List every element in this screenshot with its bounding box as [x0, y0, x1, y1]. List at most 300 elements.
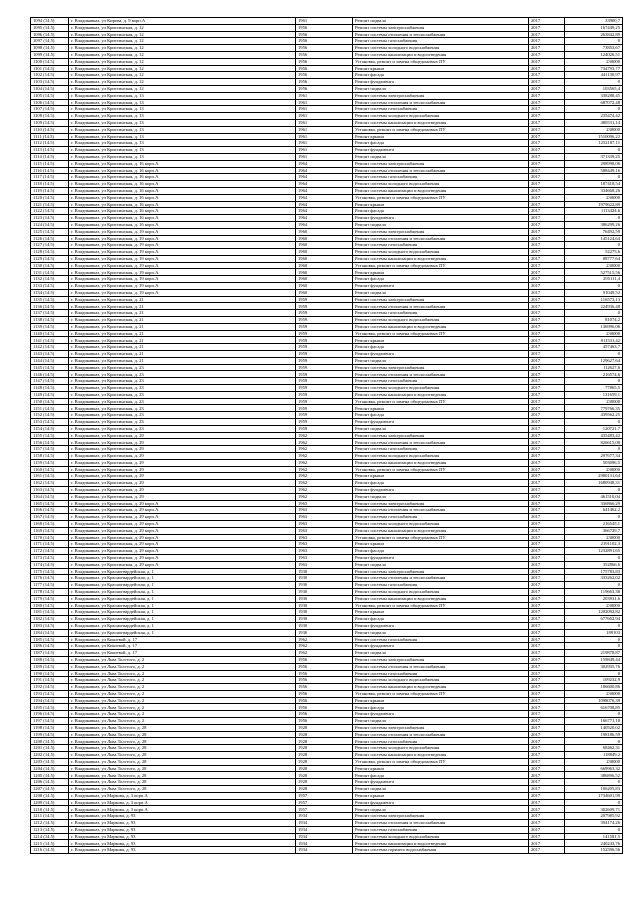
cell-build-year: 1964	[296, 221, 353, 228]
cell-plan-year: 2017	[529, 31, 565, 38]
cell-plan-year: 2017	[529, 174, 565, 181]
cell-work-type: Ремонт системы электроснабжения	[353, 364, 529, 371]
cell-cost: 386896,52	[565, 772, 623, 779]
cell-cost: 0	[565, 106, 623, 113]
cell-work-type: Ремонт системы холодного водоснабжения	[353, 113, 529, 120]
cell-row-number: 1119 (14.5)	[31, 187, 69, 194]
cell-row-number: 1188 (14.5)	[31, 656, 69, 663]
cell-work-type: Ремонт системы холодного водоснабжения	[353, 677, 529, 684]
cell-address: г. Владикавказ, ул Красногвардейская, д. 1	[69, 595, 296, 602]
cell-work-type: Ремонт системы электроснабжения	[353, 568, 529, 575]
cell-build-year: 1930	[296, 622, 353, 629]
cell-work-type: Ремонт системы электроснабжения	[353, 432, 529, 439]
table-row	[31, 262, 623, 269]
cell-address: г. Владикавказ, ул Кристинская, д. 16 корп.А	[69, 194, 296, 201]
cell-build-year: 1956	[296, 697, 353, 704]
cell-work-type: Ремонт системы электроснабжения	[353, 656, 529, 663]
cell-row-number: 1114 (14.5)	[31, 153, 69, 160]
document-page	[30, 17, 622, 854]
cell-build-year: 1961	[296, 147, 353, 154]
cell-cost: 0	[565, 419, 623, 426]
cell-build-year: 1956	[296, 45, 353, 52]
table-row	[31, 493, 623, 500]
cell-row-number: 1116 (14.5)	[31, 167, 69, 174]
cell-cost: 457463,7	[565, 344, 623, 351]
cell-cost: 76492,59	[565, 228, 623, 235]
table-row	[31, 554, 623, 561]
cell-build-year: 1934	[296, 826, 353, 833]
cell-address: г. Владикавказ, ул Кристинская, д. 13	[69, 147, 296, 154]
cell-cost: 124026,51	[565, 51, 623, 58]
table-body	[31, 18, 623, 854]
cell-work-type: Установка, ремонт и замена общедомовых ПУ	[353, 466, 529, 473]
cell-row-number: 1171 (14.5)	[31, 541, 69, 548]
cell-row-number: 1167 (14.5)	[31, 514, 69, 521]
cell-cost: 216545,1	[565, 520, 623, 527]
cell-work-type: Ремонт крыши	[353, 765, 529, 772]
cell-plan-year: 2017	[529, 820, 565, 827]
table-row	[31, 160, 623, 167]
cell-row-number: 1150 (14.5)	[31, 398, 69, 405]
cell-row-number: 1095 (14.5)	[31, 24, 69, 31]
cell-row-number: 1117 (14.5)	[31, 174, 69, 181]
cell-plan-year: 2017	[529, 738, 565, 745]
cell-cost: 230000	[565, 194, 623, 201]
cell-plan-year: 2017	[529, 344, 565, 351]
cell-cost: 480531,14	[565, 119, 623, 126]
cell-plan-year: 2017	[529, 622, 565, 629]
cell-plan-year: 2017	[529, 235, 565, 242]
cell-cost: 0	[565, 799, 623, 806]
cell-work-type: Установка, ремонт и замена общедомовых ПУ	[353, 690, 529, 697]
cell-build-year: 1963	[296, 534, 353, 541]
cell-cost: 295111,4	[565, 276, 623, 283]
cell-plan-year: 2017	[529, 391, 565, 398]
cell-work-type: Ремонт крыши	[353, 609, 529, 616]
cell-work-type: Ремонт фасада	[353, 548, 529, 555]
table-row	[31, 106, 623, 113]
cell-address: г. Владикавказ, ул Льва Толстого, д. 28	[69, 738, 296, 745]
cell-row-number: 1108 (14.5)	[31, 113, 69, 120]
cell-build-year: 1963	[296, 541, 353, 548]
cell-plan-year: 2017	[529, 636, 565, 643]
table-row	[31, 534, 623, 541]
cell-cost: 1232891,65	[565, 548, 623, 555]
cell-work-type: Ремонт системы отопления и теплоснабжения	[353, 99, 529, 106]
cell-plan-year: 2017	[529, 752, 565, 759]
cell-row-number: 1113 (14.5)	[31, 147, 69, 154]
table-row	[31, 65, 623, 72]
cell-cost: 1734601,99	[565, 792, 623, 799]
table-row	[31, 79, 623, 86]
cell-build-year: 1930	[296, 595, 353, 602]
cell-row-number: 1109 (14.5)	[31, 119, 69, 126]
cell-build-year: 1928	[296, 745, 353, 752]
cell-cost: 734793,77	[565, 65, 623, 72]
cell-build-year: 1963	[296, 548, 353, 555]
cell-row-number: 1179 (14.5)	[31, 595, 69, 602]
cell-row-number: 1209 (14.5)	[31, 799, 69, 806]
table-row	[31, 622, 623, 629]
cell-address: г. Владикавказ, ул Маркова, д. 93	[69, 840, 296, 847]
cell-row-number: 1142 (14.5)	[31, 344, 69, 351]
cell-address: г. Владикавказ, ул Кокоевой, д. 17	[69, 636, 296, 643]
cell-address: г. Владикавказ, ул Кристинская, д. 23	[69, 398, 296, 405]
cell-work-type: Ремонт подвала	[353, 629, 529, 636]
cell-row-number: 1189 (14.5)	[31, 663, 69, 670]
cell-address: г. Владикавказ, ул Кристинская, д. 19 корп.А	[69, 276, 296, 283]
cell-cost: 88777,64	[565, 255, 623, 262]
cell-work-type: Ремонт системы электроснабжения	[353, 24, 529, 31]
cell-address: г. Владикавказ, ул Льва Толстого, д. 28	[69, 752, 296, 759]
table-row	[31, 194, 623, 201]
cell-address: г. Владикавказ, ул Льва Толстого, д. 28	[69, 758, 296, 765]
cell-row-number: 1215 (14.5)	[31, 840, 69, 847]
table-row	[31, 92, 623, 99]
cell-cost: 186600,86	[565, 684, 623, 691]
cell-address: г. Владикавказ, ул Кристинская, д. 13	[69, 99, 296, 106]
cell-work-type: Ремонт системы отопления и теплоснабжения	[353, 167, 529, 174]
table-row	[31, 378, 623, 385]
cell-address: г. Владикавказ, ул Красногвардейская, д. 1	[69, 622, 296, 629]
cell-address: г. Владикавказ, ул Кристинская, д. 12	[69, 72, 296, 79]
cell-row-number: 1155 (14.5)	[31, 432, 69, 439]
cell-build-year: 1963	[296, 527, 353, 534]
table-row	[31, 283, 623, 290]
cell-work-type: Ремонт крыши	[353, 337, 529, 344]
cell-address: г. Владикавказ, ул Кристинская, д. 12	[69, 51, 296, 58]
cell-address: г. Владикавказ, ул Кристинская, д. 21	[69, 317, 296, 324]
cell-row-number: 1099 (14.5)	[31, 51, 69, 58]
cell-address: г. Владикавказ, ул Кристинская, д. 29 корп.А	[69, 520, 296, 527]
cell-plan-year: 2017	[529, 690, 565, 697]
cell-row-number: 1104 (14.5)	[31, 85, 69, 92]
cell-work-type: Ремонт системы газоснабжения	[353, 310, 529, 317]
cell-row-number: 1097 (14.5)	[31, 38, 69, 45]
cell-build-year: 1962	[296, 466, 353, 473]
cell-build-year: 1962	[296, 636, 353, 643]
cell-build-year: 1959	[296, 371, 353, 378]
cell-cost: 112627,6	[565, 364, 623, 371]
cell-address: г. Владикавказ, ул Кристинская, д. 13	[69, 92, 296, 99]
cell-row-number: 1211 (14.5)	[31, 813, 69, 820]
cell-row-number: 1162 (14.5)	[31, 480, 69, 487]
cell-address: г. Владикавказ, ул Красногвардейская, д. 1	[69, 575, 296, 582]
cell-address: г. Владикавказ, ул Кристинская, д. 23	[69, 391, 296, 398]
cell-cost: 120721,7	[565, 425, 623, 432]
table-row	[31, 45, 623, 52]
cell-cost: 119663,38	[565, 588, 623, 595]
cell-cost: 0	[565, 643, 623, 650]
cell-cost: 106205,83	[565, 786, 623, 793]
cell-plan-year: 2017	[529, 765, 565, 772]
cell-plan-year: 2017	[529, 330, 565, 337]
cell-work-type: Ремонт фундамента	[353, 554, 529, 561]
cell-cost: 298998,06	[565, 160, 623, 167]
table-row	[31, 779, 623, 786]
table-row	[31, 147, 623, 154]
cell-build-year: 1961	[296, 18, 353, 25]
cell-address: г. Владикавказ, ул Кристинская, д. 19 корп.А	[69, 255, 296, 262]
cell-row-number: 1183 (14.5)	[31, 622, 69, 629]
cell-cost: 230000	[565, 262, 623, 269]
table-row	[31, 738, 623, 745]
cell-address: г. Владикавказ, ул Льва Толстого, д. 28	[69, 724, 296, 731]
cell-row-number: 1159 (14.5)	[31, 459, 69, 466]
table-row	[31, 371, 623, 378]
cell-address: г. Владикавказ, ул Кристинская, д. 21	[69, 296, 296, 303]
cell-row-number: 1145 (14.5)	[31, 364, 69, 371]
cell-cost: 230000	[565, 330, 623, 337]
cell-row-number: 1127 (14.5)	[31, 242, 69, 249]
cell-address: г. Владикавказ, ул Кристинская, д. 23	[69, 371, 296, 378]
cell-build-year: 1962	[296, 432, 353, 439]
cell-cost: 0	[565, 514, 623, 521]
cell-cost: 826615,08	[565, 439, 623, 446]
cell-work-type: Ремонт фундамента	[353, 419, 529, 426]
cell-work-type: Ремонт системы канализации и водоотведения	[353, 391, 529, 398]
cell-work-type: Ремонт системы газоснабжения	[353, 670, 529, 677]
cell-work-type: Ремонт крыши	[353, 133, 529, 140]
cell-address: г. Владикавказ, ул Кристинская, д. 19 корп.А	[69, 283, 296, 290]
cell-row-number: 1118 (14.5)	[31, 181, 69, 188]
cell-work-type: Ремонт системы газоснабжения	[353, 738, 529, 745]
cell-row-number: 1122 (14.5)	[31, 208, 69, 215]
cell-build-year: 1956	[296, 38, 353, 45]
cell-cost: 131659,1	[565, 391, 623, 398]
table-row	[31, 38, 623, 45]
cell-cost: 394174,26	[565, 820, 623, 827]
cell-work-type: Ремонт системы канализации и водоотведения	[353, 595, 529, 602]
cell-cost: 73853,67	[565, 45, 623, 52]
cell-plan-year: 2017	[529, 684, 565, 691]
cell-build-year: 1930	[296, 609, 353, 616]
cell-address: г. Владикавказ, ул Красногвардейская, д. 1	[69, 568, 296, 575]
table-row	[31, 711, 623, 718]
cell-cost: 0	[565, 738, 623, 745]
cell-cost: 230000	[565, 690, 623, 697]
cell-cost: 52275,6	[565, 249, 623, 256]
cell-row-number: 1138 (14.5)	[31, 317, 69, 324]
cell-cost: 0	[565, 174, 623, 181]
table-row	[31, 425, 623, 432]
cell-plan-year: 2017	[529, 262, 565, 269]
cell-build-year: 1960	[296, 242, 353, 249]
cell-cost: 140520,02	[565, 724, 623, 731]
cell-plan-year: 2017	[529, 561, 565, 568]
cell-plan-year: 2017	[529, 378, 565, 385]
cell-row-number: 1148 (14.5)	[31, 385, 69, 392]
cell-cost: 1252187,11	[565, 140, 623, 147]
table-row	[31, 344, 623, 351]
table-row	[31, 208, 623, 215]
cell-address: г. Владикавказ, ул Кристинская, д. 29 корп.А	[69, 527, 296, 534]
table-row	[31, 439, 623, 446]
cell-build-year: 1959	[296, 425, 353, 432]
table-row	[31, 616, 623, 623]
cell-row-number: 1206 (14.5)	[31, 779, 69, 786]
cell-build-year: 1930	[296, 616, 353, 623]
table-row	[31, 758, 623, 765]
cell-cost: 641462,2	[565, 507, 623, 514]
cell-row-number: 1154 (14.5)	[31, 425, 69, 432]
cell-cost: 0	[565, 38, 623, 45]
cell-address: г. Владикавказ, ул Кристинская, д. 29	[69, 466, 296, 473]
cell-cost: 0	[565, 242, 623, 249]
cell-address: г. Владикавказ, ул Кристинская, д. 23	[69, 412, 296, 419]
cell-cost: 175783,83	[565, 568, 623, 575]
table-row	[31, 391, 623, 398]
cell-row-number: 1163 (14.5)	[31, 486, 69, 493]
cell-build-year: 1956	[296, 65, 353, 72]
table-row	[31, 357, 623, 364]
table-row	[31, 752, 623, 759]
cell-cost: 616708,85	[565, 704, 623, 711]
cell-work-type: Ремонт фундамента	[353, 799, 529, 806]
cell-cost: 0	[565, 554, 623, 561]
cell-row-number: 1191 (14.5)	[31, 677, 69, 684]
cell-build-year: 1956	[296, 72, 353, 79]
table-row	[31, 568, 623, 575]
cell-work-type: Ремонт системы газоснабжения	[353, 636, 529, 643]
cell-row-number: 1202 (14.5)	[31, 752, 69, 759]
cell-build-year: 1959	[296, 344, 353, 351]
cell-row-number: 1185 (14.5)	[31, 636, 69, 643]
cell-address: г. Владикавказ, ул Кристинская, д. 12	[69, 65, 296, 72]
cell-plan-year: 2017	[529, 24, 565, 31]
table-row	[31, 364, 623, 371]
cell-plan-year: 2017	[529, 51, 565, 58]
cell-plan-year: 2017	[529, 609, 565, 616]
cell-work-type: Ремонт системы газоснабжения	[353, 446, 529, 453]
cell-work-type: Ремонт системы отопления и теплоснабжения	[353, 371, 529, 378]
cell-work-type: Ремонт фундамента	[353, 622, 529, 629]
cell-build-year: 1959	[296, 303, 353, 310]
cell-work-type: Ремонт системы электроснабжения	[353, 228, 529, 235]
cell-cost: 230000	[565, 398, 623, 405]
table-row	[31, 718, 623, 725]
cell-row-number: 1176 (14.5)	[31, 575, 69, 582]
table-row	[31, 820, 623, 827]
cell-build-year: 1960	[296, 269, 353, 276]
cell-row-number: 1143 (14.5)	[31, 351, 69, 358]
table-row	[31, 153, 623, 160]
cell-work-type: Ремонт системы канализации и водоотведения	[353, 459, 529, 466]
cell-row-number: 1128 (14.5)	[31, 249, 69, 256]
cell-address: г. Владикавказ, ул Кокоевой, д. 17	[69, 650, 296, 657]
cell-work-type: Ремонт системы холодного водоснабжения	[353, 385, 529, 392]
cell-plan-year: 2017	[529, 629, 565, 636]
cell-cost: 677602,94	[565, 616, 623, 623]
table-row	[31, 786, 623, 793]
cell-plan-year: 2017	[529, 18, 565, 25]
table-row	[31, 847, 623, 854]
table-row	[31, 636, 623, 643]
table-row	[31, 276, 623, 283]
cell-plan-year: 2017	[529, 113, 565, 120]
cell-address: г. Владикавказ, ул Кристинская, д. 21	[69, 303, 296, 310]
cell-build-year: 1959	[296, 405, 353, 412]
cell-address: г. Владикавказ, ул Маркова, д. 3 корп.А	[69, 799, 296, 806]
cell-plan-year: 2017	[529, 153, 565, 160]
cell-row-number: 1144 (14.5)	[31, 357, 69, 364]
cell-plan-year: 2017	[529, 595, 565, 602]
cell-build-year: 1928	[296, 758, 353, 765]
cell-build-year: 1963	[296, 514, 353, 521]
cell-address: г. Владикавказ, ул Льва Толстого, д. 2	[69, 704, 296, 711]
cell-cost: 224936,48	[565, 303, 623, 310]
cell-cost: 0	[565, 147, 623, 154]
cell-build-year: 1956	[296, 677, 353, 684]
cell-address: г. Владикавказ, ул Льва Толстого, д. 2	[69, 718, 296, 725]
cell-row-number: 1199 (14.5)	[31, 731, 69, 738]
cell-cost: 116573,13	[565, 296, 623, 303]
cell-address: г. Владикавказ, ул Маркова, д. 93	[69, 826, 296, 833]
cell-work-type: Ремонт фасада	[353, 72, 529, 79]
cell-row-number: 1192 (14.5)	[31, 684, 69, 691]
cell-row-number: 1158 (14.5)	[31, 453, 69, 460]
cell-work-type: Ремонт системы газоснабжения	[353, 106, 529, 113]
cell-row-number: 1212 (14.5)	[31, 820, 69, 827]
cell-row-number: 1195 (14.5)	[31, 704, 69, 711]
cell-address: г. Владикавказ, ул Кристинская, д. 29	[69, 493, 296, 500]
cell-row-number: 1132 (14.5)	[31, 276, 69, 283]
cell-row-number: 1137 (14.5)	[31, 310, 69, 317]
cell-address: г. Владикавказ, ул Кристинская, д. 29 корп.А	[69, 561, 296, 568]
cell-row-number: 1124 (14.5)	[31, 221, 69, 228]
cell-row-number: 1168 (14.5)	[31, 520, 69, 527]
cell-row-number: 1205 (14.5)	[31, 772, 69, 779]
cell-row-number: 1178 (14.5)	[31, 588, 69, 595]
cell-plan-year: 2017	[529, 541, 565, 548]
cell-build-year: 1963	[296, 500, 353, 507]
cell-cost: 230000	[565, 758, 623, 765]
cell-plan-year: 2017	[529, 459, 565, 466]
cell-row-number: 1101 (14.5)	[31, 65, 69, 72]
cell-cost: 333262,02	[565, 575, 623, 582]
cell-build-year: 1964	[296, 174, 353, 181]
cell-row-number: 1160 (14.5)	[31, 466, 69, 473]
cell-address: г. Владикавказ, ул Кристинская, д. 29 корп.А	[69, 541, 296, 548]
cell-cost: 0	[565, 826, 623, 833]
cell-build-year: 1930	[296, 629, 353, 636]
cell-row-number: 1175 (14.5)	[31, 568, 69, 575]
cell-plan-year: 2017	[529, 269, 565, 276]
table-row	[31, 446, 623, 453]
cell-address: г. Владикавказ, ул Красногвардейская, д. 1	[69, 588, 296, 595]
cell-work-type: Ремонт фасада	[353, 772, 529, 779]
cell-plan-year: 2017	[529, 833, 565, 840]
table-row	[31, 181, 623, 188]
cell-plan-year: 2017	[529, 317, 565, 324]
table-row	[31, 806, 623, 813]
cell-plan-year: 2017	[529, 643, 565, 650]
cell-plan-year: 2017	[529, 289, 565, 296]
cell-build-year: 1964	[296, 201, 353, 208]
cell-build-year: 1959	[296, 398, 353, 405]
cell-plan-year: 2017	[529, 147, 565, 154]
cell-plan-year: 2017	[529, 58, 565, 65]
table-row	[31, 507, 623, 514]
cell-cost: 187418,54	[565, 181, 623, 188]
cell-cost: 435483,42	[565, 432, 623, 439]
table-row	[31, 561, 623, 568]
cell-work-type: Ремонт системы холодного водоснабжения	[353, 588, 529, 595]
cell-cost: 1202092,82	[565, 609, 623, 616]
cell-work-type: Установка, ремонт и замена общедомовых ПУ	[353, 602, 529, 609]
cell-address: г. Владикавказ, ул Кирова, д. 9 корп.А	[69, 18, 296, 25]
cell-cost: 219878,87	[565, 650, 623, 657]
